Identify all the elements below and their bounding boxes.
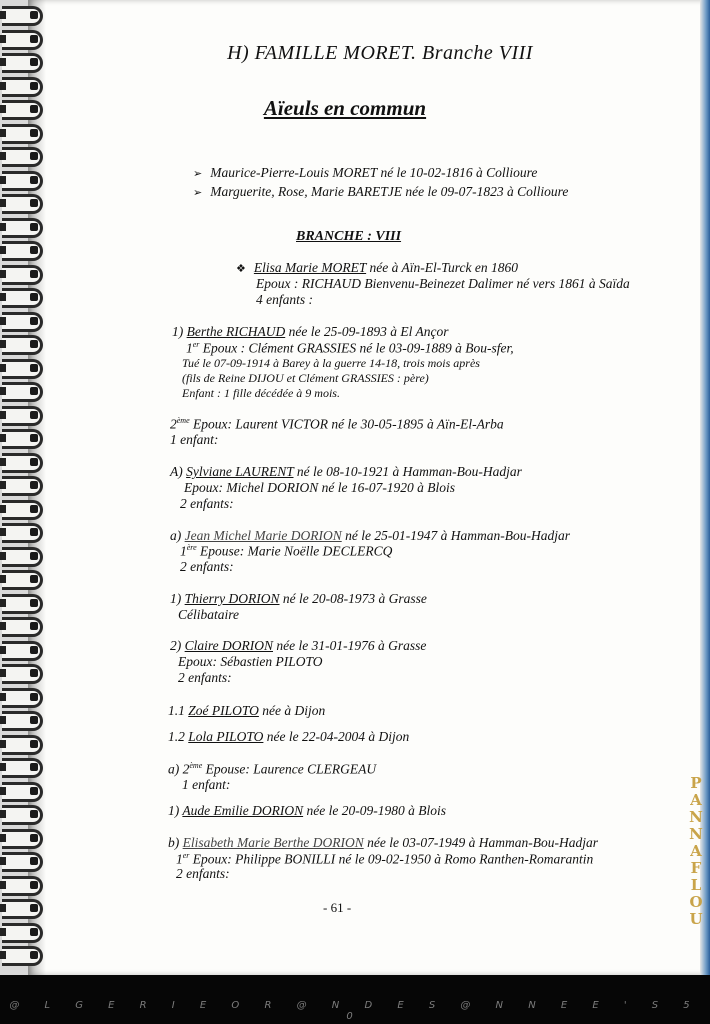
binding-hole [30,787,38,795]
binding-ring [2,782,43,802]
person-name: Elisabeth Marie Berthe DORION [182,835,364,850]
binding-ring [2,124,43,144]
binding-ring [2,476,43,496]
binding-hole [30,763,38,771]
watermark-letter: O [689,893,703,911]
sylviane-spouse: Epoux: Michel DORION né le 16-07-1920 à Blois [184,480,456,495]
watermark-letter: L [690,876,702,894]
binding-ring [2,359,43,379]
binding-hole [30,199,38,207]
branch-heading: BRANCHE : VIII [296,229,402,244]
elisabeth-children: 2 enfants: [176,866,230,881]
person-name: Lola PILOTO [188,729,264,744]
common-ancestors-list [193,164,568,202]
claire-line: 2) Claire DORION née le 31-01-1976 à Grasse [170,638,427,653]
binding-hole [30,928,38,936]
binding-hole [30,387,38,395]
binding-hole [30,528,38,536]
binding-ring [2,852,43,872]
binding-ring [2,594,43,614]
binding-ring [2,758,43,778]
binding-hole [30,246,38,254]
elisa-spouse: Epoux : RICHAUD Bienvenu-Beinezet Dalimer né vers 1861 à Saïda [256,276,630,291]
berthe-spouse-2: 2ème Epoux: Laurent VICTOR né le 30-05-1895 à Aïn-El-Arba [170,416,504,432]
binding-hole [30,176,38,184]
binding-hole [30,646,38,654]
binding-hole [30,951,38,959]
binding-ring [2,876,43,896]
binding-hole [30,223,38,231]
binding-ring [2,429,43,449]
berthe-spouse-2-children: 1 enfant: [170,432,219,447]
binding-hole [30,411,38,419]
binding-ring [2,147,43,167]
binding-ring [2,664,43,684]
binding-ring [2,547,43,567]
binding-ring [2,453,43,473]
elisabeth-spouse: 1er Epoux: Philippe BONILLI né le 09-02-1950 à Romo Ranthen-Romarantin [176,851,594,867]
aude-line: 1) Aude Emilie DORION née le 20-09-1980 à Blois [168,803,446,818]
watermark-letter: P [690,774,702,792]
binding-ring [2,6,43,26]
binding-ring [2,500,43,520]
jean-michel-spouse: 1ère Epouse: Marie Noëlle DECLERCQ [180,543,393,559]
elisa-line: ❖ Elisa Marie MORET née à Aïn-El-Turck en 1860 [236,260,518,275]
binding-hole [30,270,38,278]
binding-ring [2,923,43,943]
watermark-letter: A [690,791,702,809]
binding-ring [2,53,43,73]
binding-ring [2,688,43,708]
binding-hole [30,552,38,560]
binding-hole [30,35,38,43]
binding-ring [2,899,43,919]
elisabeth-line: b) Elisabeth Marie Berthe DORION née le 03-07-1949 à Hamman-Bou-Hadjar [168,835,599,850]
jean-michel-children: 2 enfants: [180,559,234,574]
diamond-bullet-icon: ❖ [236,263,246,275]
binding-hole [30,693,38,701]
binding-hole [30,152,38,160]
binding-hole [30,317,38,325]
binding-ring [2,523,43,543]
binding-hole [30,458,38,466]
person-name: Sylviane LAURENT [186,464,294,479]
binding-hole [30,716,38,724]
elisa-children: 4 enfants : [256,292,313,307]
binding-hole [30,740,38,748]
ancestor-item: ➢ Maurice-Pierre-Louis MORET né le 10-02-1816 à Collioure [193,164,568,183]
watermark-letter: A [690,842,702,860]
binding-ring [2,735,43,755]
berthe-note-child: Enfant : 1 fille décédée à 9 mois. [182,386,340,400]
binding-ring [2,312,43,332]
binding-hole [30,857,38,865]
berthe-note-parents: (fils de Reine DIJOU et Clément GRASSIES : père) [182,371,429,385]
thierry-line: 1) Thierry DORION né le 20-08-1973 à Grasse [170,591,427,606]
spiral-binding [0,0,48,975]
jean-michel-line: a) Jean Michel Marie DORION né le 25-01-1947 à Hamman-Bou-Hadjar [170,528,571,543]
binding-hole [30,82,38,90]
berthe-line: 1) Berthe RICHAUD née le 25-09-1893 à El Ançor [172,324,449,339]
binding-hole [30,505,38,513]
binding-hole [30,881,38,889]
binding-ring [2,570,43,590]
laurence-children: 1 enfant: [182,777,231,792]
binding-hole [30,293,38,301]
ancestor-item: ➢ Marguerite, Rose, Marie BARETJE née le 09-07-1823 à Collioure [193,183,568,202]
binding-ring [2,335,43,355]
page-number: - 61 - [323,900,352,915]
person-name: Berthe RICHAUD [186,324,286,339]
person-name: Claire DORION [184,638,273,653]
watermark-letter: N [689,808,703,826]
person-name: Zoé PILOTO [188,703,259,718]
binding-ring [2,805,43,825]
binding-hole [30,669,38,677]
binding-ring [2,265,43,285]
binding-hole [30,810,38,818]
person-name: Thierry DORION [184,591,280,606]
binding-ring [2,171,43,191]
sylviane-line: A) Sylviane LAURENT né le 08-10-1921 à Hamman-Bou-Hadjar [170,464,522,479]
binding-hole [30,11,38,19]
sylviane-children: 2 enfants: [180,496,234,511]
binding-hole [30,622,38,630]
binding-ring [2,218,43,238]
binding-hole [30,105,38,113]
zoe-line: 1.1 Zoé PILOTO née à Dijon [168,703,326,718]
berthe-spouse-1: 1er Epoux : Clément GRASSIES né le 03-09-1889 à Bou-sfer, [186,340,514,356]
binding-hole [30,834,38,842]
binding-ring [2,100,43,120]
binding-ring [2,711,43,731]
binding-hole [30,58,38,66]
binding-hole [30,904,38,912]
binding-ring [2,617,43,637]
page-title: H) FAMILLE MORET. Branche VIII [227,42,533,64]
binding-ring [2,641,43,661]
binding-hole [30,481,38,489]
binding-ring [2,829,43,849]
thierry-status: Célibataire [178,607,239,622]
person-name: Elisa Marie MORET [253,260,367,275]
binding-hole [30,575,38,583]
binding-hole [30,434,38,442]
binding-ring [2,946,43,966]
binding-ring [2,194,43,214]
footer-caption: @ L G E R I E O R @ N D E S @ N N E E ' S 5 0 [9,1000,701,1022]
binding-hole [30,129,38,137]
berthe-note-death: Tué le 07-09-1914 à Barey à la guerre 14-18, trois mois après [182,356,480,370]
claire-children: 2 enfants: [178,670,232,685]
watermark-letter: N [689,825,703,843]
claire-spouse: Epoux: Sébastien PILOTO [178,654,323,669]
binding-hole [30,364,38,372]
binding-ring [2,241,43,261]
binding-ring [2,382,43,402]
binding-ring [2,30,43,50]
side-watermark [686,775,706,928]
person-name: Jean Michel Marie DORION [184,528,342,543]
watermark-letter: U [689,910,703,928]
binding-ring [2,77,43,97]
lola-line: 1.2 Lola PILOTO née le 22-04-2004 à Dijon [168,729,410,744]
person-name: Aude Emilie DORION [182,803,304,818]
watermark-letter: F [690,859,702,877]
binding-hole [30,340,38,348]
page-subtitle: Aïeuls en commun [263,96,427,120]
binding-ring [2,406,43,426]
binding-ring [2,288,43,308]
laurence-line: a) 2ème Epouse: Laurence CLERGEAU [168,761,377,777]
binding-hole [30,599,38,607]
